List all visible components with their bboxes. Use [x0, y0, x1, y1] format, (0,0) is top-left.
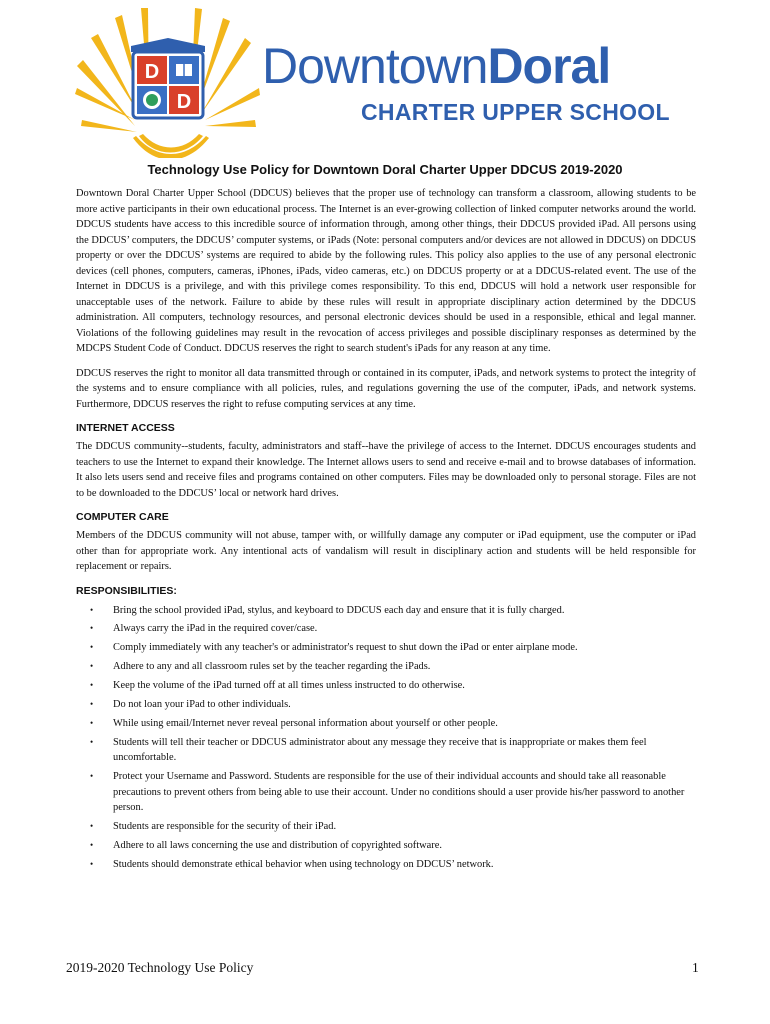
document-title: Technology Use Policy for Downtown Doral Charter Upper DDCUS 2019-2020: [147, 162, 623, 177]
logo-letter: D: [176, 91, 192, 113]
responsibilities-list: [76, 603, 696, 873]
bullet: •: [90, 771, 94, 782]
bullet: •: [90, 661, 94, 672]
computer-care-paragraph: Members of the DDCUS community will not abuse, tamper with, or willfully damage any computer or iPad equipment, use the computer or iPad other than for appropriate work. Any intentional acts of vandalism will result in disciplinary action and students will be held responsible for replacement or repairs.: [76, 530, 696, 572]
bullet: •: [90, 717, 94, 728]
footer-document-name: 2019-2020 Technology Use Policy: [66, 960, 254, 975]
logo-letter: D: [144, 61, 160, 83]
bullet: •: [90, 680, 94, 691]
list-item-text: Bring the school provided iPad, stylus, and keyboard to DDCUS each day and ensure that it is fully charged.: [113, 604, 565, 616]
bullet: •: [90, 858, 94, 869]
school-logo-icon: [75, 8, 260, 158]
school-name-part: Downtown: [262, 38, 488, 94]
school-name: [262, 36, 610, 96]
section-heading-computer-care: COMPUTER CARE: [76, 511, 169, 523]
page-header: [0, 0, 770, 160]
list-item: [76, 819, 696, 835]
list-item: [76, 697, 696, 713]
list-item-text: Students are responsible for the security of their iPad.: [113, 821, 337, 833]
list-item-text: Do not loan your iPad to other individuals.: [113, 698, 291, 710]
intro-paragraph: Downtown Doral Charter Upper School (DDCUS) believes that the proper use of technology can transform a classroom, allowing students to be more active participants in their own educational process. The Internet is an ever-growing collection of linked computer networks around the world. DDCUS students have access to this incredible source of information through, among other things, their DDCUS provided iPad. All persons using the DDCUS’ computers, the DDCUS’ computer systems, or iPads (Note: personal computers and/or devices are not allowed in DDCUS) on DDCUS property or over the DDCUS’ systems are required to abide by the following rules. This policy also applies to the use of any personal electronic devices (cell phones, computers, cameras, iPhones, iPads, video cameras, etc.) on DDCUS property or at a DDCUS-related event. The use of the Internet in DDCUS is a privilege, and with this privilege comes responsibility. To this end, DDCUS will hold a network user responsible for unacceptable uses of the network. Failure to abide by these rules will result in appropriate disciplinary action determined by the DDCUS administration. All computers, technology resources, and personal electronic devices should be used in a responsible, ethical and legal manner. Violations of the following guidelines may result in the revocation of access privileges and possible disciplinary responses as determined by the MDCPS Student Code of Conduct. DDCUS reserves the right to search student's iPads for any reason at any time.: [76, 188, 696, 354]
list-item-text: Students should demonstrate ethical behavior when using technology on DDCUS’ network.: [113, 858, 494, 870]
bullet: •: [90, 623, 94, 634]
intro-paragraph: DDCUS reserves the right to monitor all data transmitted through or contained in its computer, iPads, and network systems to protect the integrity of the systems and to ensure compliance with all policies, rules, and regulations governing the use of the computer, iPads, and network systems. Furthermore, DDCUS reserves the right to refuse computing services at any time.: [76, 367, 696, 410]
list-item-text: Protect your Username and Password. Students are responsible for the use of their individual accounts and should take all reasonable precautions to prevent others from being able to use their account. Under no conditions should a user provide his/her password to another person.: [113, 771, 685, 814]
bullet: •: [90, 604, 94, 615]
list-item-text: Always carry the iPad in the required cover/case.: [113, 623, 318, 635]
list-item: [76, 603, 696, 619]
list-item: [76, 716, 696, 732]
page-number: 1: [692, 960, 699, 975]
list-item: [76, 857, 696, 873]
bullet: •: [90, 642, 94, 653]
internet-access-paragraph: The DDCUS community--students, faculty, administrators and staff--have the privilege of access to the Internet. DDCUS encourages students and teachers to use the Internet to expand their knowledge. The Internet allows users to send and receive e-mail and to browse databases of information. It also lets users send and receive files and programs contained on other computers. Files may be downloaded only to personal storage. Files are not to be downloaded to the DDCUS’ local or network hard drives.: [76, 441, 696, 499]
school-subtitle: CHARTER UPPER SCHOOL: [361, 99, 670, 125]
school-name-part: Doral: [487, 38, 611, 94]
list-item: [76, 659, 696, 675]
list-item: [76, 678, 696, 694]
list-item: [76, 735, 696, 766]
section-heading-internet-access: INTERNET ACCESS: [76, 422, 175, 434]
list-item-text: Adhere to all laws concerning the use and distribution of copyrighted software.: [113, 839, 442, 851]
bullet: •: [90, 839, 94, 850]
list-item: [76, 621, 696, 637]
list-item-text: Keep the volume of the iPad turned off at all times unless instructed to do otherwise.: [113, 680, 465, 692]
document-body: [76, 186, 696, 876]
list-item-text: Comply immediately with any teacher's or administrator's request to shut down the iPad or enter airplane mode.: [113, 642, 578, 654]
list-item: [76, 838, 696, 854]
bullet: •: [90, 821, 94, 832]
list-item-text: Adhere to any and all classroom rules set by the teacher regarding the iPads.: [113, 661, 431, 673]
list-item-text: Students will tell their teacher or DDCUS administrator about any message they receive that is inappropriate or makes them feel uncomfortable.: [113, 736, 647, 764]
section-heading-responsibilities: RESPONSIBILITIES:: [76, 584, 177, 597]
bullet: •: [90, 736, 94, 747]
list-item: [76, 769, 696, 816]
list-item: [76, 640, 696, 656]
list-item-text: While using email/Internet never reveal personal information about yourself or other people.: [113, 717, 498, 729]
bullet: •: [90, 698, 94, 709]
